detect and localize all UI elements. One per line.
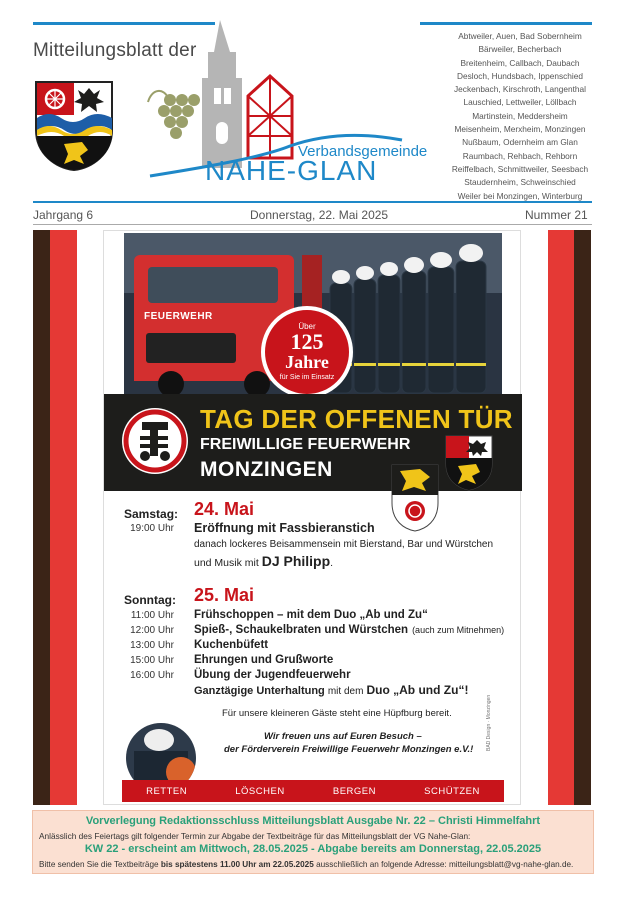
allday-b: mit dem: [327, 686, 364, 697]
left-strip-dark: [33, 230, 50, 805]
meta-bottom-rule: [33, 224, 592, 225]
headline-banner: [104, 394, 522, 491]
sunday-event-text: Spieß-, Schaukelbraten und Würstchen: [194, 624, 409, 636]
deadline-notice: [32, 810, 594, 874]
sunday-event: [194, 654, 333, 666]
place-line: Abtweiler, Auen, Bad Sobernheim: [458, 31, 582, 41]
saturday-event-2: danach lockeres Beisammensein mit Bierstand, Bar und Würstchen: [194, 539, 494, 550]
brand-name: NAHE-GLAN: [205, 155, 378, 186]
place-line: Reiffelbach, Schmittweiler, Seesbach: [451, 163, 589, 174]
top-rule-right: [420, 22, 592, 25]
sunday-label: Sonntag:: [124, 593, 176, 607]
rlp-coat-of-arms: [444, 434, 494, 492]
sunday-event: [194, 624, 504, 636]
issue-number: Nummer 21: [525, 208, 588, 222]
notice-line-3b: bis spätestens 11.00 Uhr am 22.05.2025: [160, 860, 314, 869]
sunday-time: 13:00 Uhr: [130, 640, 174, 651]
motto-1: RETTEN: [146, 785, 188, 797]
allday-a: Ganztägige Unterhaltung: [194, 685, 325, 697]
motto-bar: [122, 780, 504, 802]
sunday-event-text: Frühschoppen – mit dem Duo „Ab und Zu“: [194, 609, 428, 621]
place-line: Desloch, Hundsbach, Ippenschied: [457, 70, 583, 81]
welcome-line-2: der Förderverein Freiwillige Feuerwehr Monzingen e.V.!: [224, 744, 474, 755]
sunday-time: 11:00 Uhr: [130, 610, 174, 621]
badge-top: Über: [298, 322, 316, 331]
badge-word: Jahre: [285, 352, 329, 372]
allday-c: Duo „Ab und Zu“!: [366, 683, 469, 697]
notice-title: Vorverlegung Redaktionsschluss Mitteilungsblatt Ausgabe Nr. 22 – Christi Himmelfahrt: [85, 815, 541, 827]
design-credit: BAD Design · Monzingen: [486, 694, 492, 751]
kids-note: Für unsere kleineren Gäste steht eine Hüpfburg bereit.: [222, 708, 452, 719]
right-strip-red: [548, 230, 574, 805]
place-line: Martinstein, Meddersheim: [472, 110, 568, 121]
saturday-event-1: Eröffnung mit Fassbieranstich: [194, 521, 375, 535]
badge-bottom: für Sie im Einsatz: [279, 374, 335, 381]
subheadline-1: FREIWILLIGE FEUERWEHR: [200, 436, 411, 453]
coat-of-arms: [34, 80, 114, 172]
place-line: Nußbaum, Odernheim am Glan: [462, 137, 578, 148]
brand-subtitle: Verbandsgemeinde: [298, 143, 428, 160]
right-strip-dark: [574, 230, 591, 805]
saturday-event-3-text: und Musik mit: [194, 557, 259, 569]
volume-label: Jahrgang 6: [33, 208, 94, 222]
place-line: Bärweiler, Becherbach: [478, 44, 562, 55]
motto-3: BERGEN: [332, 785, 376, 797]
welcome-line-1: Wir freuen uns auf Euren Besuch –: [264, 731, 422, 742]
place-line: Jeckenbach, Kirschroth, Langenthal: [454, 84, 586, 95]
allday-entertainment: [194, 683, 468, 697]
sunday-event-text: Kuchenbüfett: [194, 639, 269, 651]
place-line: Breitenheim, Callbach, Daubach: [460, 57, 580, 68]
place-line: Raumbach, Rehbach, Rehborn: [462, 150, 578, 161]
motto-2: LÖSCHEN: [235, 785, 285, 797]
sunday-time: 12:00 Uhr: [130, 625, 174, 636]
monzingen-coat-of-arms: [390, 463, 440, 533]
sunday-event-text: Übung der Jugendfeuerwehr: [194, 669, 351, 681]
sunday-date: 25. Mai: [194, 585, 255, 605]
place-line: Lauschied, Lettweiler, Löllbach: [463, 97, 577, 108]
dj-name: DJ Philipp: [261, 553, 331, 569]
notice-line-1: Anlässlich des Feiertags gilt folgender Termin zur Abgabe der Textbeiträge für das Mitteilungsblatt der VG Nahe-Glan:: [39, 831, 471, 841]
subheadline-2: MONZINGEN: [200, 458, 333, 481]
badge-number: 125: [290, 329, 324, 354]
header-bottom-rule: [33, 201, 592, 203]
issue-date: Donnerstag, 22. Mai 2025: [250, 208, 389, 222]
notice-line-2: KW 22 - erscheint am Mittwoch, 28.05.2025 - Abgabe bereits am Donnerstag, 22.05.2025: [84, 843, 542, 855]
saturday-label: Samstag:: [124, 507, 179, 521]
sunday-time: 16:00 Uhr: [130, 670, 174, 681]
fire-brigade-emblem: [120, 406, 190, 476]
saturday-date: 24. Mai: [194, 499, 255, 519]
notice-line-3: [39, 860, 593, 869]
notice-line-3a: Bitte senden Sie die Textbeiträge: [39, 860, 159, 869]
masthead-title: Mitteilungsblatt der: [33, 40, 197, 61]
sunday-event-text: Ehrungen und Grußworte: [194, 654, 334, 666]
truck-label: FEUERWEHR: [144, 311, 213, 322]
place-line: Staudernheim, Schweinschied: [464, 177, 576, 188]
saturday-time: 19:00 Uhr: [130, 523, 174, 534]
sunday-event: [194, 639, 268, 651]
motto-4: SCHÜTZEN: [424, 785, 480, 797]
notice-line-3c: ausschließlich an folgende Adresse: mitteilungsblatt@vg-nahe-glan.de.: [316, 860, 574, 869]
place-line: Weiler bei Monzingen, Winterburg: [457, 190, 583, 201]
sunday-event-extra: (auch zum Mitnehmen): [412, 625, 505, 635]
member-places-list: [425, 30, 615, 203]
saturday-event-3: [194, 553, 333, 569]
sunday-event: [194, 609, 428, 621]
left-strip-red: [50, 230, 77, 805]
sunday-time: 15:00 Uhr: [130, 655, 174, 666]
anniversary-badge: [261, 306, 353, 398]
headline: TAG DER OFFENEN TÜR: [200, 404, 513, 434]
sunday-event: [194, 669, 351, 681]
place-line: Meisenheim, Merxheim, Monzingen: [454, 124, 586, 135]
event-poster: [103, 230, 521, 805]
saturday-event-3-end: .: [330, 557, 334, 569]
